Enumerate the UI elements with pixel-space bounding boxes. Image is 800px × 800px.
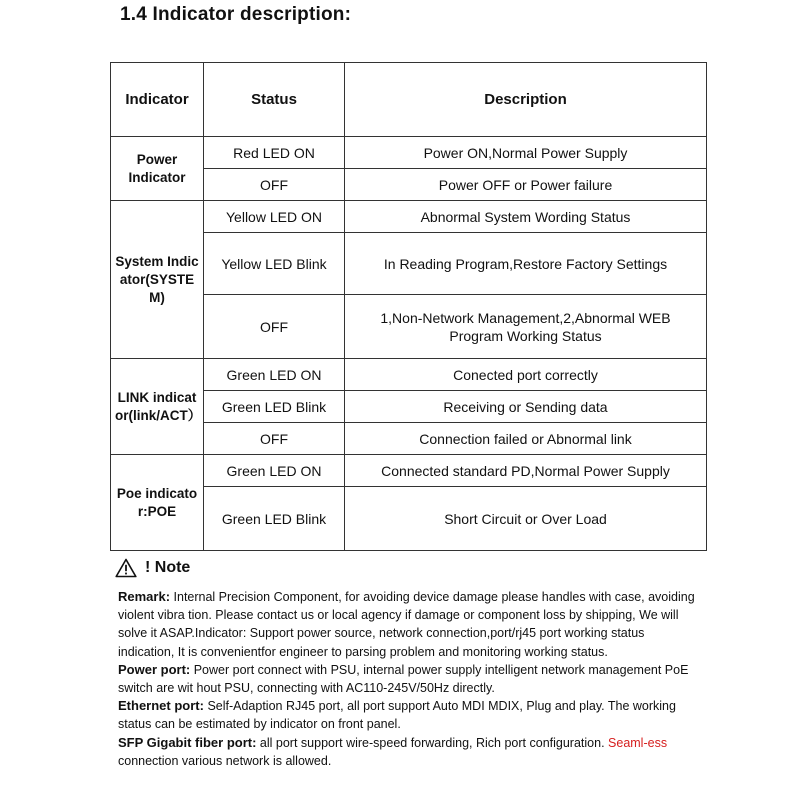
description-cell: 1,Non-Network Management,2,Abnormal WEB Program Working Status	[345, 295, 707, 359]
ethernet-port-paragraph	[118, 697, 698, 733]
indicator-link: LINK indicator(link/ACT）	[111, 359, 204, 455]
sfp-port-text: all port support wire-speed forwarding, Rich port configuration.	[259, 735, 605, 750]
table-row	[111, 455, 707, 487]
remark-label: Remark:	[118, 589, 171, 604]
sfp-port-label: SFP Gigabit fiber port:	[118, 734, 257, 750]
status-cell: Yellow LED Blink	[204, 233, 345, 295]
remark-text: Internal Precision Component, for avoiding device damage please handles with case, avoiding violent vibra tion. Please contact us or local agency if damage or component loss by shipping, We will solve it ASAP.Indicator: Support power source, network connection,port/rj45 port working status indication, It is convenientfor engineer to parsing problem and monitoring working status.	[118, 590, 695, 659]
ethernet-port-text: Self-Adaption RJ45 port, all port support Auto MDI MDIX, Plug and play. The working status can be estimated by indicator on front panel.	[118, 699, 676, 732]
header-indicator: Indicator	[111, 63, 204, 137]
remark-paragraph	[118, 588, 698, 661]
power-port-paragraph	[118, 661, 698, 697]
sfp-tail-text: connection various network is allowed.	[118, 753, 332, 768]
indicator-poe: Poe indicator:POE	[111, 455, 204, 551]
status-cell: Red LED ON	[204, 137, 345, 169]
table-row	[111, 137, 707, 169]
status-cell: Green LED ON	[204, 455, 345, 487]
seamless-red-text: Seaml-ess	[608, 735, 668, 750]
description-cell: Abnormal System Wording Status	[345, 201, 707, 233]
ethernet-port-label: Ethernet port:	[118, 698, 204, 714]
description-cell: Connected standard PD,Normal Power Supply	[345, 455, 707, 487]
description-cell: Power ON,Normal Power Supply	[345, 137, 707, 169]
note-title: ! Note	[145, 559, 191, 576]
status-cell: Green LED Blink	[204, 391, 345, 423]
description-cell: Power OFF or Power failure	[345, 169, 707, 201]
status-cell: Yellow LED ON	[204, 201, 345, 233]
description-cell: Short Circuit or Over Load	[345, 487, 707, 551]
table-row	[111, 359, 707, 391]
status-cell: Green LED Blink	[204, 487, 345, 551]
power-port-text: Power port connect with PSU, internal power supply intelligent network management PoE switch are wit hout PSU, connecting with AC110-245V/50Hz directly.	[118, 662, 689, 696]
status-cell: Green LED ON	[204, 359, 345, 391]
status-cell: OFF	[204, 169, 345, 201]
table-header-row	[111, 63, 707, 137]
indicator-table	[110, 62, 707, 551]
header-description: Description	[345, 63, 707, 137]
header-status: Status	[204, 63, 345, 137]
indicator-system: System Indicator(SYSTEM)	[111, 201, 204, 359]
indicator-power: Power Indicator	[111, 137, 204, 201]
warning-triangle-icon	[115, 558, 137, 578]
description-cell: Receiving or Sending data	[345, 391, 707, 423]
description-cell: In Reading Program,Restore Factory Settings	[345, 233, 707, 295]
status-cell: OFF	[204, 295, 345, 359]
description-cell: Connection failed or Abnormal link	[345, 423, 707, 455]
section-title: 1.4 Indicator description:	[120, 4, 352, 25]
power-port-label: Power port:	[118, 661, 191, 677]
note-heading	[115, 558, 190, 578]
status-cell: OFF	[204, 423, 345, 455]
sfp-port-paragraph	[118, 734, 698, 770]
description-cell: Conected port correctly	[345, 359, 707, 391]
notes-body	[118, 588, 698, 770]
table-row	[111, 201, 707, 233]
